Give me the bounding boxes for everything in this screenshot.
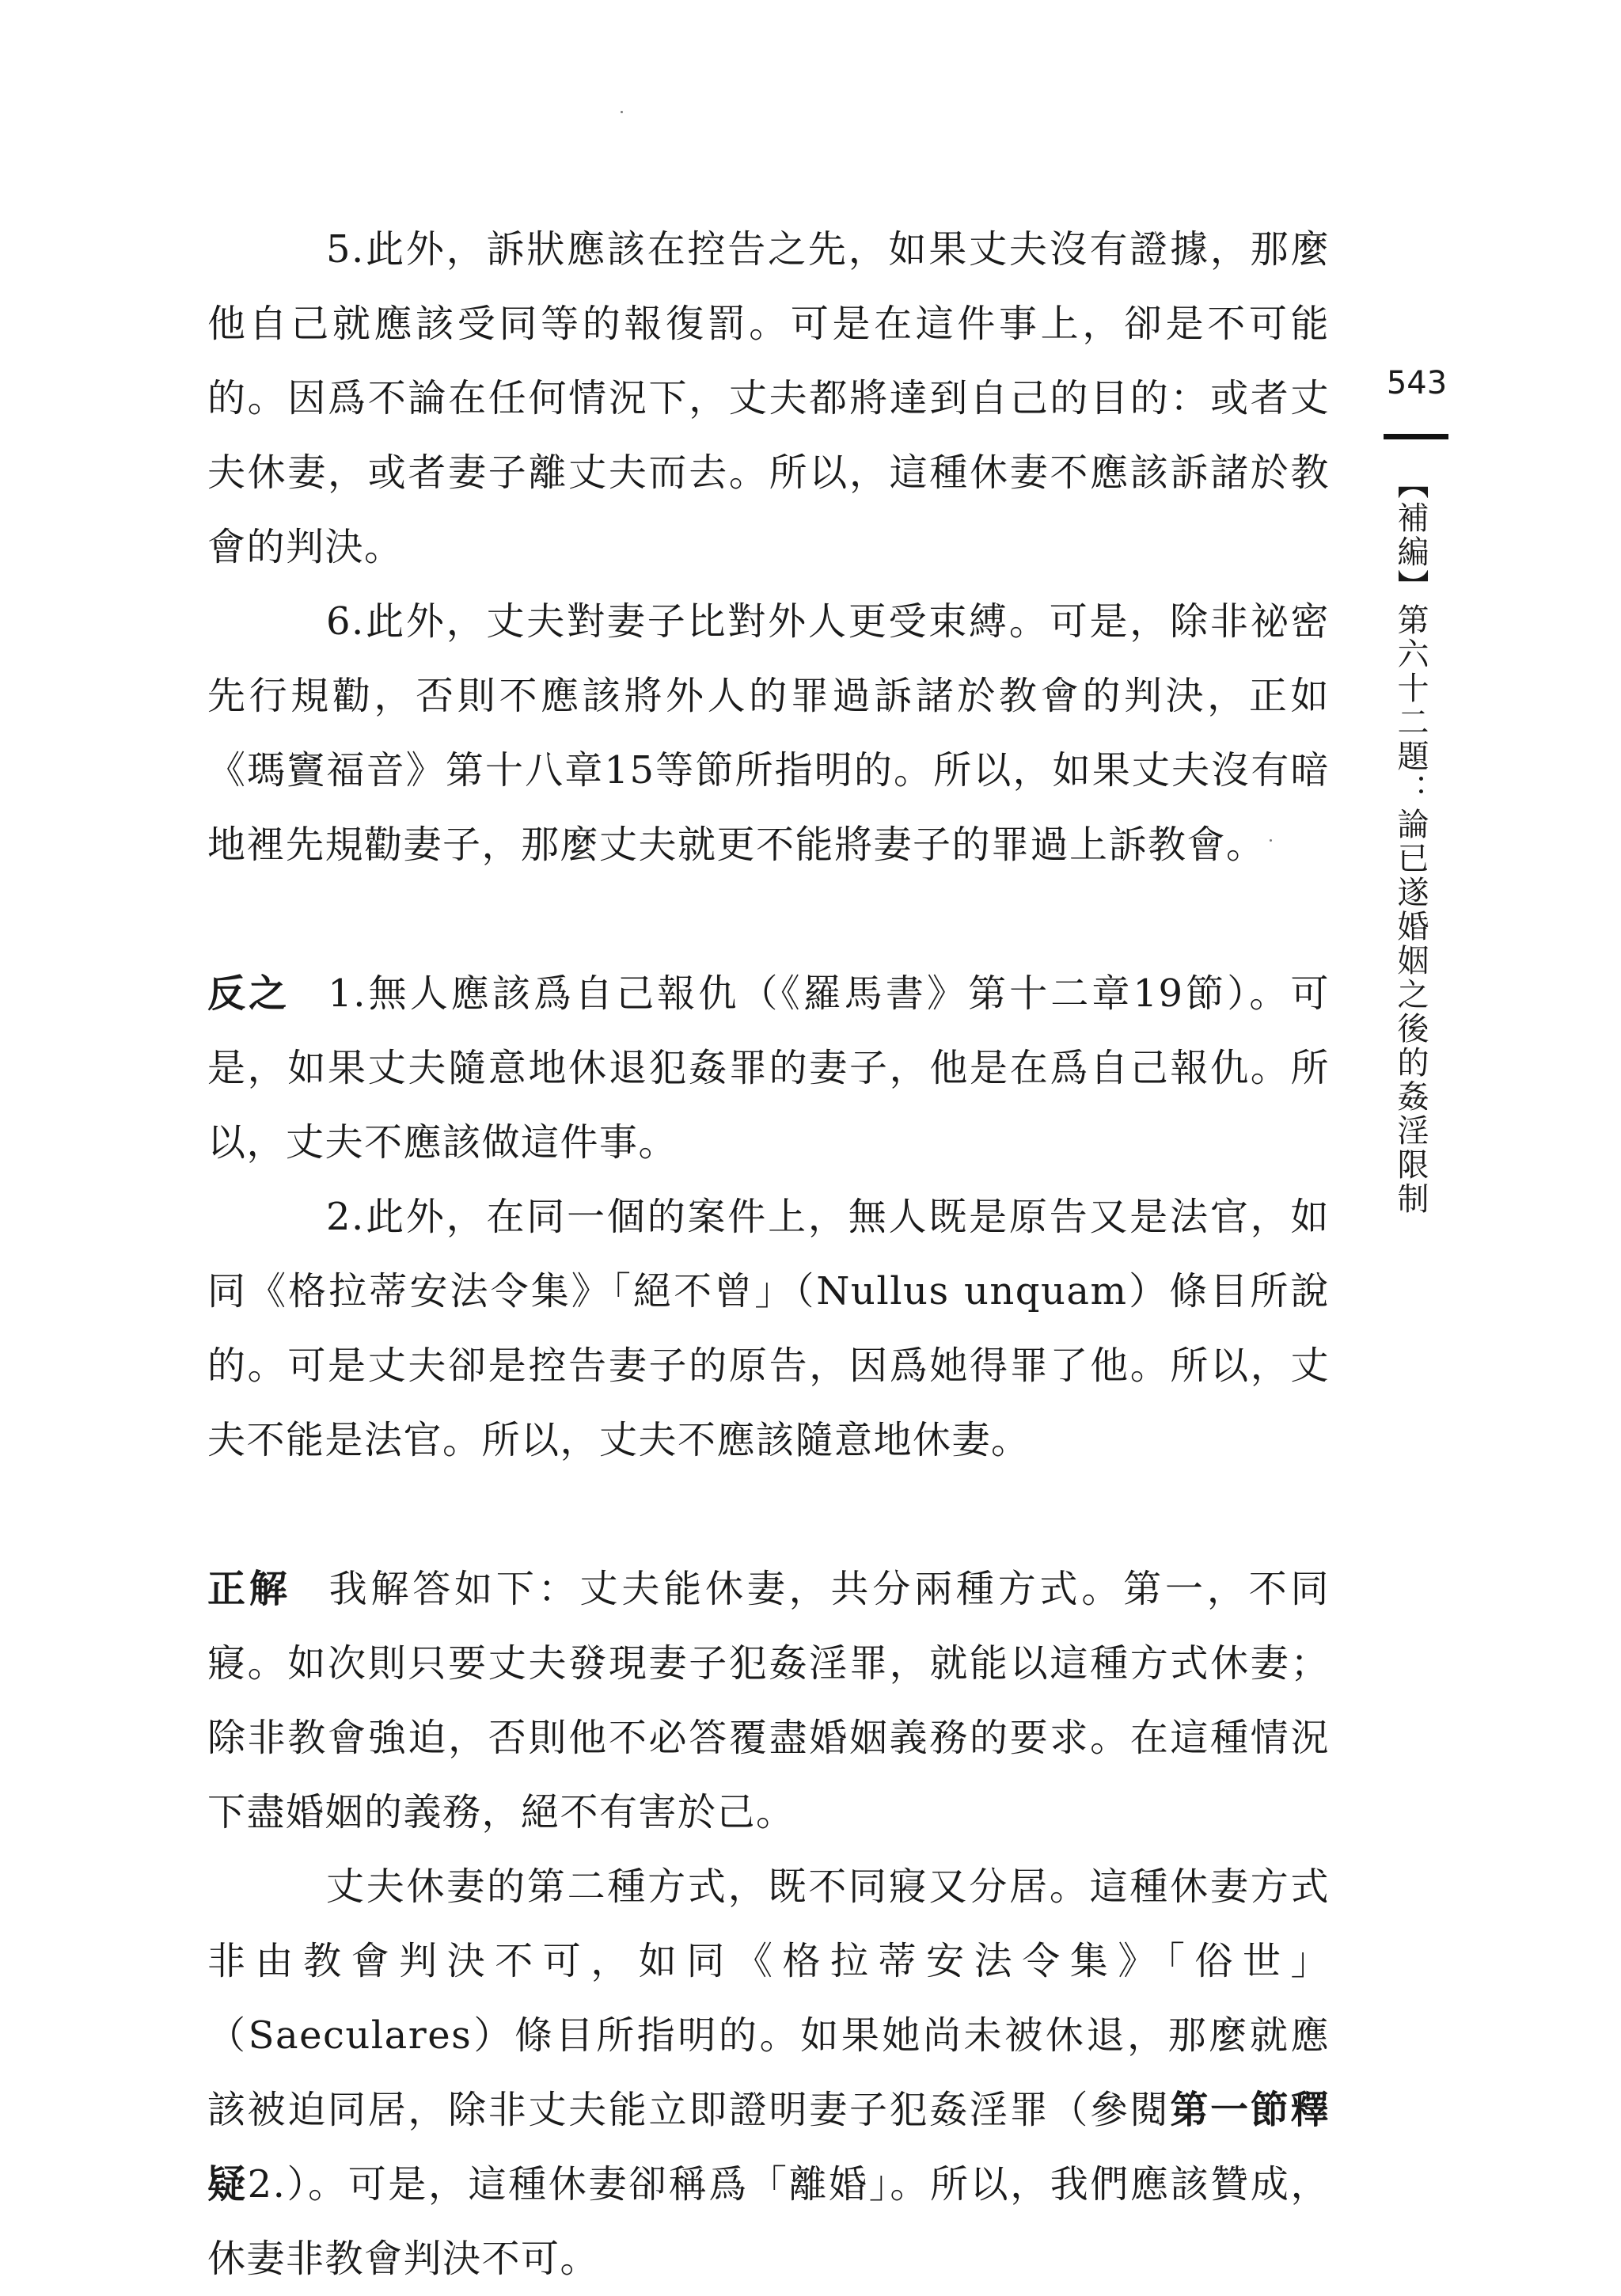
paragraph-contra-2: 2.此外，在同一個的案件上，無人既是原告又是法官，如同《格拉蒂安法令集》「絕不曾」（Nullus unquam）條目所說的。可是丈夫卻是控告妻子的原告，因爲她得罪了他。所以，丈夫不能是法官。所以，丈夫不應該隨意地休妻。 — [207, 1195, 1330, 1462]
paragraph-contra-1 — [207, 956, 1330, 1180]
main-text — [207, 212, 1330, 2296]
answer-1-text: 我解答如下：丈夫能休妻，共分兩種方式。第一，不同寢。如次則只要丈夫發現妻子犯姦淫罪，就能以這種方式休妻；除非教會強迫，否則他不必答覆盡婚姻義務的要求。在這種情況下盡婚姻的義務，絕不有害於己。 — [207, 1567, 1330, 1834]
cross-reference: 第一節釋疑 — [207, 2088, 1330, 2207]
answer-2-text-a: 丈夫休妻的第二種方式，既不同寢又分居。這種休妻方式非由教會判決不可，如同《格拉蒂安法令集》「俗世」（Saeculares）條目所指明的。如果她尚未被休退，那麼就應該被迫同居，除非丈夫能立即證明妻子犯姦淫罪（參閱 — [207, 1865, 1330, 2132]
paragraph-answer-1 — [207, 1552, 1330, 1849]
page-number: 543 — [1386, 365, 1448, 401]
contra-label: 反之 — [207, 971, 290, 1016]
paragraph-answer-2 — [207, 1849, 1330, 2296]
answer-2-text-b: 2.）。可是，這種休妻卻稱爲「離婚」。所以，我們應該贊成，休妻非教會判決不可。 — [207, 2162, 1330, 2281]
scan-speck — [621, 111, 623, 113]
contra-1-text: 1.無人應該爲自己報仇（《羅馬書》第十二章19節）。可是，如果丈夫隨意地休退犯姦罪的妻子，他是在爲自己報仇。所以，丈夫不應該做這件事。 — [207, 971, 1330, 1165]
paragraph-objection-5: 5.此外，訴狀應該在控告之先，如果丈夫沒有證據，那麼他自己就應該受同等的報復罰。可是在這件事上，卻是不可能的。因爲不論在任何情況下，丈夫都將達到自己的目的：或者丈夫休妻，或者妻子離丈夫而去。所以，這種休妻不應該訴諸於教會的判決。 — [207, 227, 1330, 569]
scan-speck — [1270, 839, 1272, 842]
running-head: 【補編】第六十二題：論已遂婚姻之後的姦淫限制 — [1392, 467, 1429, 1216]
answer-label: 正解 — [207, 1567, 291, 1611]
page-number-rule — [1384, 434, 1448, 439]
paragraph-objection-6: 6.此外，丈夫對妻子比對外人更受束縛。可是，除非祕密先行規勸，否則不應該將外人的罪過訴諸於教會的判決，正如《瑪竇福音》第十八章15等節所指明的。所以，如果丈夫沒有暗地裡先規勸妻子，那麼丈夫就更不能將妻子的罪過上訴教會。 — [207, 599, 1330, 867]
